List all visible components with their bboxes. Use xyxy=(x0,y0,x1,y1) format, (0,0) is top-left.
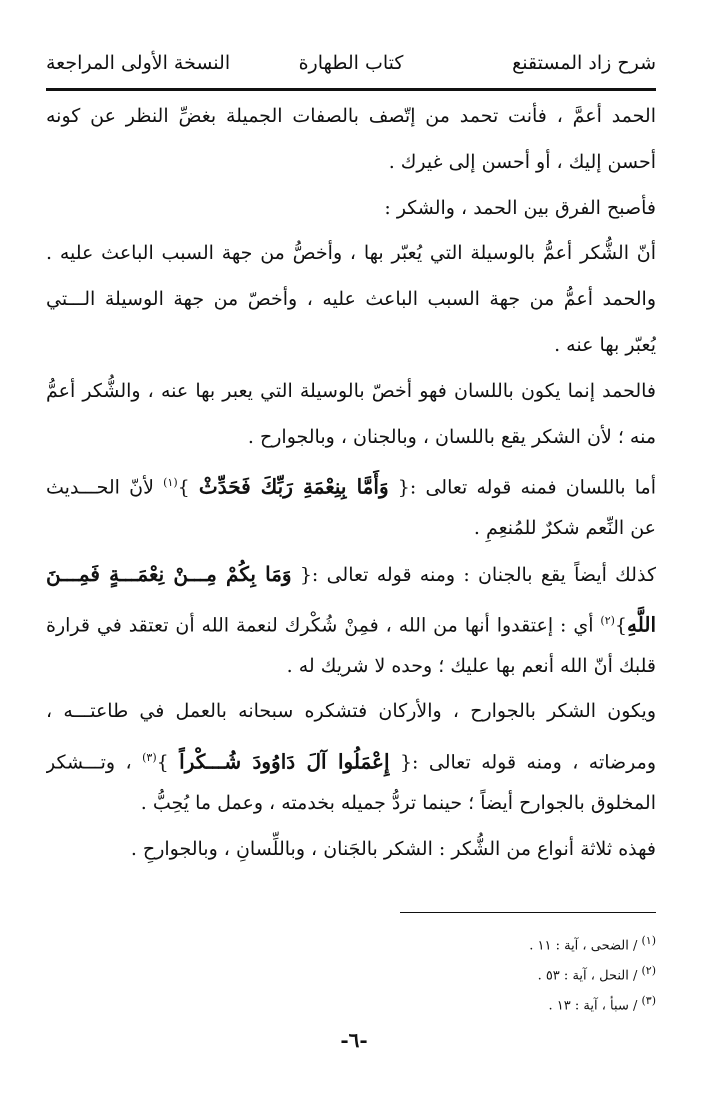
body-line: فالحمد إنما يكون باللسان فهو أخصّ بالوسيلة التي يعبر بها عنه ، والشُّكر أعمُّ xyxy=(46,379,656,402)
footnote-ref: (٣) xyxy=(142,751,157,765)
body-line: منه ؛ لأن الشكر يقع باللسان ، وبالجنان ، وبالجوارح . xyxy=(247,425,656,448)
line-text: } xyxy=(614,614,627,637)
line-text: } xyxy=(177,476,199,499)
body-line-quran-verse xyxy=(46,735,656,781)
quran-verse: وَأَمَّا بِنِعْمَةِ رَبِّكَ فَحَدِّثْ xyxy=(198,474,389,499)
footnote xyxy=(356,926,656,956)
footnote xyxy=(356,956,656,986)
body-line: والحمد أعمُّ من جهة السبب الباعث عليه ، وأخصّ من جهة الوسيلة الـــتي xyxy=(46,288,656,311)
quran-verse: اللَّهِ xyxy=(627,612,656,637)
footnote-divider xyxy=(400,912,656,913)
quran-verse: وَمَا بِكُمْ مِـــنْ نِعْمَـــةٍ فَمِـــنَ xyxy=(46,561,292,586)
body-line-quran-verse xyxy=(46,552,656,598)
body-line: فأصبح الفرق بين الحمد ، والشكر : xyxy=(384,196,656,219)
body-line: الحمد أعمَّ ، فأنت تحمد من إتّصف بالصفات الجميلة بغضِّ النظر عن كونه xyxy=(46,105,656,127)
body-line: فهذه ثلاثة أنواع من الشُّكر : الشكر بالجَنان ، وباللِّسانِ ، وبالجوارحِ . xyxy=(130,837,656,860)
footnote-number: (٣) xyxy=(641,994,656,1007)
body-line: يُعبّر بها عنه . xyxy=(554,333,656,356)
line-text: ، وتـــشكر xyxy=(46,751,143,774)
footnote-number: (٢) xyxy=(641,964,656,977)
footnote-text: / الضحى ، آية : ١١ . xyxy=(529,938,642,954)
body-line-quran-verse xyxy=(46,598,656,644)
footnote-number: (١) xyxy=(641,934,656,947)
line-text: لأنّ الحـــديث xyxy=(46,476,164,499)
body-line: أنّ الشُّكر أعمُّ بالوسيلة التي يُعبّر بها ، وأخصُّ من جهة السبب الباعث عليه . xyxy=(46,242,656,265)
header-divider xyxy=(46,88,656,91)
header-book-title: شرح زاد المستقنع xyxy=(512,52,656,74)
quran-verse: إِعْمَلُوا آلَ دَاوُودَ شُـــكْراً xyxy=(179,749,390,774)
body-line: عن النِّعم شكرٌ للمُنعِمِ . xyxy=(473,517,656,540)
body-line: المخلوق بالجوارح أيضاً ؛ حينما تردُّ جميله بخدمته ، وعمل ما يُحِبُّ . xyxy=(140,791,656,814)
running-header xyxy=(46,48,656,88)
line-text: كذلك أيضاً يقع بالجنان : ومنه قوله تعالى :{ xyxy=(291,563,656,586)
line-text: أي : إعتقدوا أنها من الله ، فمِنْ شُكْرك لنعمة الله أن تعتقد في قرارة xyxy=(46,614,601,637)
header-edition: النسخة الأولى المراجعة xyxy=(46,52,231,74)
footnote xyxy=(356,986,656,1016)
body-line: ويكون الشكر بالجوارح ، والأركان فتشكره سبحانه بالعمل في طاعتـــه ، xyxy=(46,700,656,723)
line-text: أما باللسان فمنه قوله تعالى :{ xyxy=(388,476,656,499)
page-number: -٦- xyxy=(340,1028,368,1052)
line-text: ومرضاته ، ومنه قوله تعالى :{ xyxy=(389,751,656,774)
footnote-text: / النحل ، آية : ٥٣ . xyxy=(537,968,642,984)
footnote-text: / سبأ ، آية : ١٣ . xyxy=(548,998,642,1014)
body-text xyxy=(46,94,656,873)
footnote-ref: (٢) xyxy=(600,613,615,627)
line-text: } xyxy=(156,751,180,774)
footnotes xyxy=(356,926,656,1016)
body-line-quran-verse xyxy=(46,460,656,506)
body-line: قلبك أنّ الله أنعم بها عليك ؛ وحده لا شريك له . xyxy=(286,654,656,677)
footnote-ref: (١) xyxy=(163,476,178,490)
header-chapter: كتاب الطهارة xyxy=(298,52,404,74)
body-line: أحسن إليك ، أو أحسن إلى غيرك . xyxy=(388,150,656,173)
